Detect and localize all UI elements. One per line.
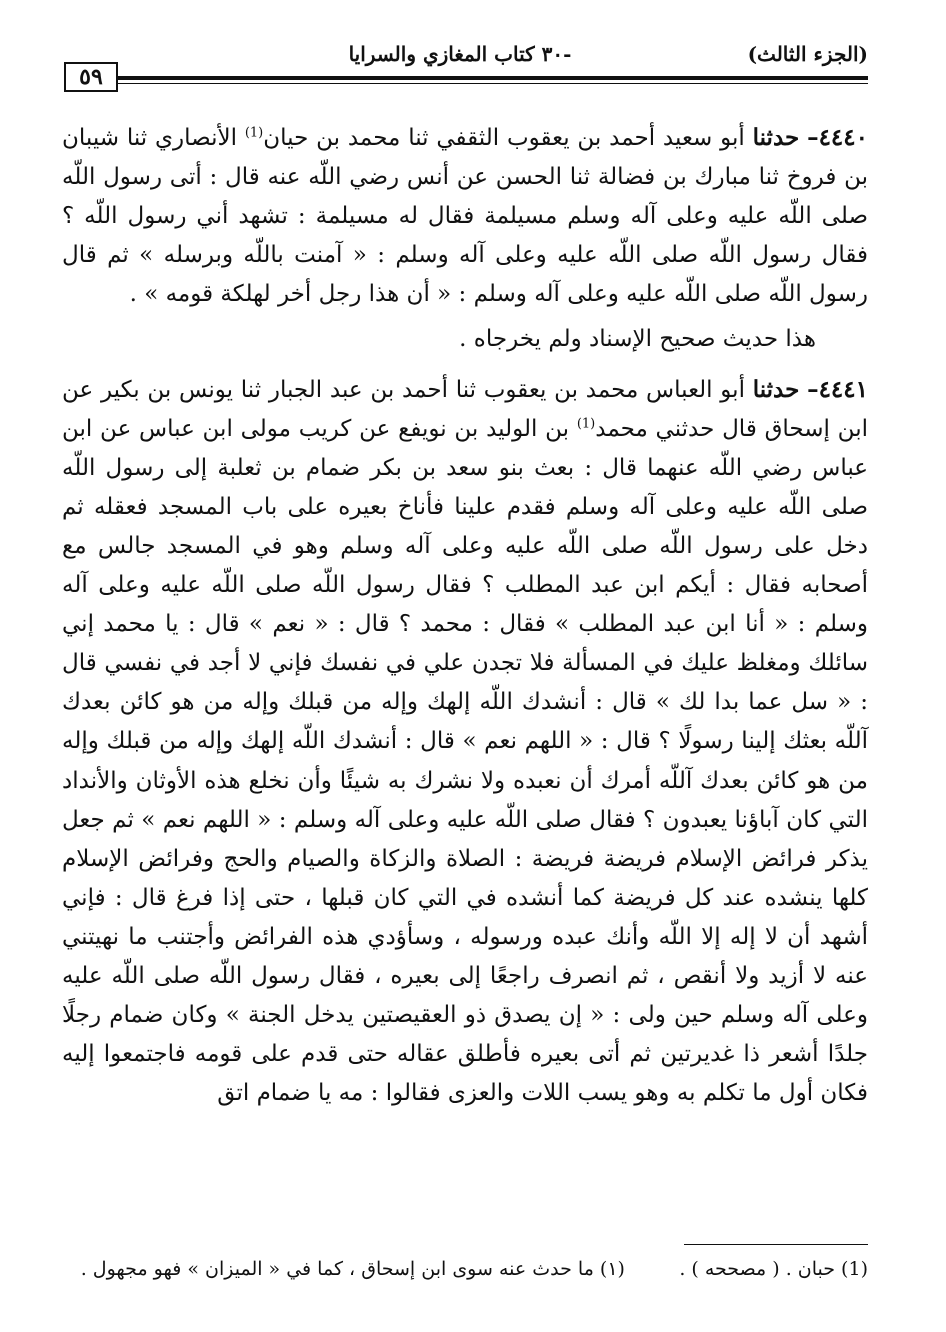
- header-rule-thick: [118, 76, 868, 80]
- volume-part: (الجزء الثالث): [747, 42, 868, 66]
- footnote-separator: [684, 1244, 868, 1245]
- hadith-text: أبو العباس محمد بن يعقوب ثنا أحمد بن عبد الجبار ثنا يونس بن بكير عن ابن إسحاق قال حدثني محمد: [62, 376, 868, 442]
- hadith-4441: [62, 370, 868, 1114]
- hadith-text: بن الوليد بن نويفع عن كريب مولى ابن عباس عن ابن عباس رضي اللّه عنهما قال : بعث بنو سعد بن بكر ضمام بن ثعلبة إلى رسول اللّه صلى اللّه عليه وعلى آله وسلم فقدم علينا فأناخ بعيره على باب المسجد فعقله ثم دخل على رسول اللّه صلى اللّه عليه وعلى آله وسلم وهو في المسجد جالس مع أصحابه فقال : أيكم ابن عبد المطلب ؟ فقال رسول اللّه صلى اللّه عليه وعلى آله وسلم : « أنا ابن عبد المطلب » فقال : محمد ؟ قال : « نعم » قال : يا محمد إني سائلك ومغلظ عليك في المسألة فلا تجدن علي في نفسك فإني لا أجد في نفسي قال : « سل عما بدا لك » قال : أنشدك اللّه إلهك وإله من قبلك وإله من هو كائن بعدك آللّه بعثك إلينا رسولًا ؟ قال : « اللهم نعم » قال : أنشدك اللّه إلهك وإله من قبلك وإله من هو كائن بعدك آللّه أمرك أن نعبده ولا نشرك به شيئًا وأن نخلع هذه الأوثان والأنداد التي كان آباؤنا يعبدون ؟ فقال صلى اللّه عليه وعلى آله وسلم : « اللهم نعم » ثم جعل يذكر فرائض الإسلام فريضة فريضة : الصلاة والزكاة والصيام والحج وفرائض الإسلام كلها ينشده عند كل فريضة كما أنشده في التي كان قبلها ، حتى إذا فرغ قال : فإني أشهد أن لا إله إلا اللّه وأنك عبده ورسوله ، وسأؤدي هذه الفرائض وأجتنب ما نهيتني عنه لا أزيد ولا أنقص ، ثم انصرف راجعًا إلى بعيره ، فقال رسول اللّه صلى اللّه عليه وعلى آله وسلم حين ولى : « إن يصدق ذو العقيصتين يدخل الجنة » وكان ضمام رجلًا جلدًا أشعر ذا غديرتين ثم أتى بعيره فأطلق عقاله حتى قدم على قومه فاجتمعوا إليه فكان أول ما تكلم به وهو يسب اللات والعزى فقالوا : مه يا ضمام اتق: [62, 415, 868, 1107]
- footnote-1: (1) حبان . ( مصححه ) .: [679, 1258, 868, 1280]
- page-body: [62, 118, 868, 1119]
- running-title: -٣٠ كتاب المغازي والسرايا: [348, 42, 572, 66]
- hadith-text: الأنصاري ثنا شيبان بن فروخ ثنا مبارك بن فضالة ثنا الحسن عن أنس رضي اللّه عنه قال : أتى رسول اللّه صلى اللّه عليه وعلى آله وسلم مسيلمة فقال له مسيلمة : تشهد أني رسول اللّه ؟ فقال رسول اللّه صلى اللّه عليه وعلى آله وسلم : « آمنت باللّه وبرسله » ثم قال رسول اللّه صلى اللّه عليه وعلى آله وسلم : « أن هذا رجل أخر لهلكة قومه » .: [62, 125, 868, 308]
- hadith-4440: [62, 118, 868, 314]
- page-number: ٥٩: [79, 64, 103, 90]
- page-number-box: [64, 62, 118, 92]
- hadith-number: ٤٤٤٠–: [807, 124, 868, 151]
- hadith-number: ٤٤٤١–: [807, 375, 868, 403]
- footnote-ref: (1): [244, 125, 264, 141]
- hadith-keyword: حدثنا: [752, 375, 800, 403]
- footnote-ref: (1): [576, 416, 596, 431]
- footnotes: [62, 1258, 868, 1280]
- hadith-text: أبو سعيد أحمد بن يعقوب الثقفي ثنا محمد بن حيان: [263, 125, 753, 151]
- hadith-keyword: حدثنا: [752, 124, 800, 151]
- header-rule-thin: [118, 83, 868, 84]
- authentication-note: هذا حديث صحيح الإسناد ولم يخرجاه .: [459, 326, 816, 353]
- page-header: [60, 38, 868, 98]
- footnote-2: (١) ما حدث عنه سوى ابن إسحاق ، كما في « الميزان » فهو مجهول .: [80, 1258, 625, 1280]
